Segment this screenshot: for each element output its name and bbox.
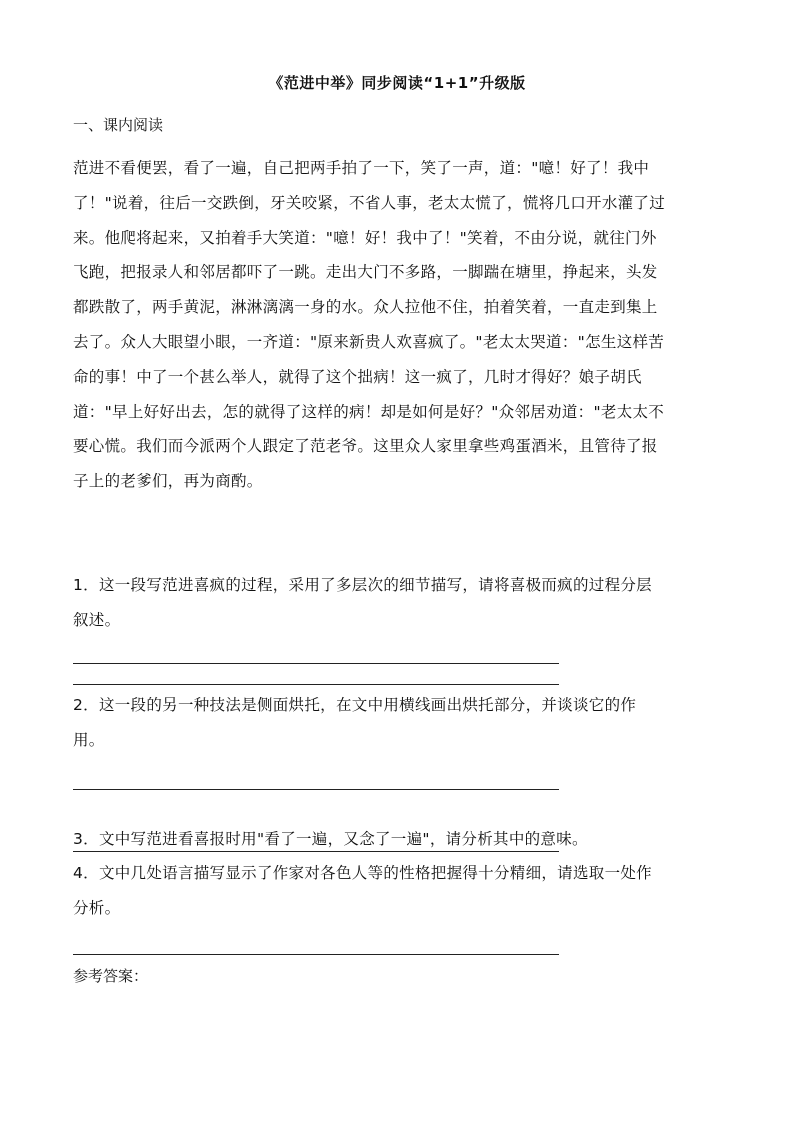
answer-line-q1-b[interactable] [73,684,559,685]
question-2-line: 用。 [73,730,105,749]
question-4-line: 4．文中几处语言描写显示了作家对各色人等的性格把握得十分精细，请选取一处作 [73,864,652,882]
passage-line: 了！"说着，往后一交跌倒，牙关咬紧，不省人事，老太太慌了，慌将几口开水灌了过 [73,193,666,212]
passage-line: 去了。众人大眼望小眼，一齐道："原来新贵人欢喜疯了。"老太太哭道："怎生这样苦 [73,332,665,351]
answer-line-q2[interactable] [73,789,559,790]
answer-line-q4[interactable] [73,954,559,955]
page-title: 《范进中举》同步阅读“1+1”升级版 [268,74,526,92]
passage-line: 要心慌。我们而今派两个人跟定了范老爷。这里众人家里拿些鸡蛋酒米，且管待了报 [73,437,658,456]
passage-line: 范进不看便罢，看了一遍，自己把两手拍了一下，笑了一声，道："噫！好了！我中 [73,159,650,177]
section-heading: 一、课内阅读 [73,116,164,134]
reading-passage [73,151,723,499]
question-1-line: 1．这一段写范进喜疯的过程，采用了多层次的细节描写，请将喜极而疯的过程分层 [73,576,652,594]
passage-line: 都跌散了，两手黄泥，淋淋漓漓一身的水。众人拉他不住，拍着笑着，一直走到集上 [73,298,658,317]
question-3-line: 3．文中写范进看喜报时用"看了一遍，又念了一遍"，请分析其中的意味。 [73,830,588,848]
passage-line: 飞跑，把报录人和邻居都吓了一跳。走出大门不多路，一脚踹在塘里，挣起来，头发 [73,263,658,282]
answer-line-q1-a[interactable] [73,663,559,664]
question-2-line: 2．这一段的另一种技法是侧面烘托，在文中用横线画出烘托部分，并谈谈它的作 [73,696,637,714]
passage-line: 子上的老爹们，再为商酌。 [73,472,263,491]
passage-line: 命的事！中了一个甚么举人，就得了这个拙病！这一疯了，几时才得好？娘子胡氏 [73,367,642,386]
question-4 [73,856,723,926]
answer-key-label: 参考答案： [73,967,149,985]
question-4-line: 分析。 [73,898,121,917]
passage-line: 来。他爬将起来，又拍着手大笑道："噫！好！我中了！"笑着，不由分说，就往门外 [73,228,657,247]
answer-line-q3[interactable] [73,851,559,852]
question-1 [73,568,723,638]
passage-line: 道："早上好好出去，怎的就得了这样的病！却是如何是好？"众邻居劝道："老太太不 [73,402,665,421]
question-2 [73,688,723,758]
question-1-line: 叙述。 [73,610,121,629]
